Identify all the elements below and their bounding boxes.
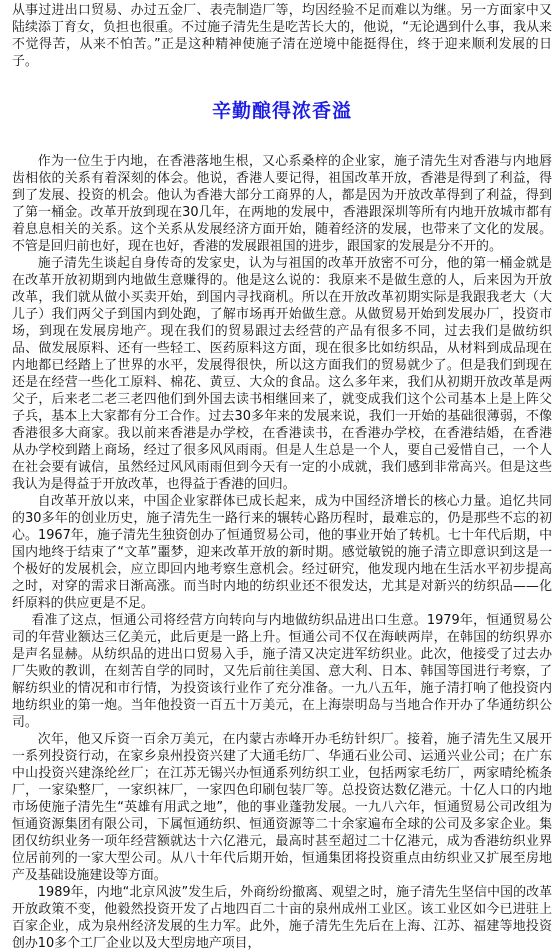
body-paragraph: 施子清先生谈起自身传奇的发家史，认为与祖国的改革开放密不可分，他的第一桶金就是在改革开放初期到内地做生意赚得的。他是这么说的：我原来不是做生意的人，后来因为开放改革，我们就从做小买卖开始，到国内寻找商机。所以在开放改革初期实际是我跟我老大（大儿子）我们两父子到国内到处跑，了解市场再开始做生意。从做贸易开始到发展办厂，投资市场，到现在发展房地产。现在我们的贸易跟过去经营的产品有很多不同，过去我们是做纺织品、做发展原料、还有一些轻工、医药原料这方面，现在很多比如纺织品，从材料到成品现在内地都已经踏上了世界的水平，发展得很快，所以这方面我们的贸易就少了。但是我们到现在还是在经营一些化工原料、棉花、黄豆、大众的食品。这么多年来，我们从初期开放改革是两父子，后来老二老三老四他们到外国去读书相继回来了，就变成我们这个公司基本上是上阵父子兵，基本上大家都有分工合作。过去30多年来的发展来说，我们一开始的基础很薄弱，不像香港很多大商家。我以前来香港是办学校，在香港读书，在香港办学校，在香港结婚，在香港从办学校到踏上商场，经过了很多风风雨雨。但是人生总是一个人，要自己爱惜自己，一个人在社会要有诚信，虽然经过风风雨雨但到今天有一定的小成就，我们感到非常高兴。但是这些我认为是得益于开放改革，也得益于香港的回归。 bbox=[12, 256, 552, 492]
body-paragraph: 作为一位生于内地，在香港落地生根，又心系桑梓的企业家，施子清先生对香港与内地唇齿相依的关系有着深刻的体会。他说，香港人要记得，祖国改革开放，香港是得到了利益，得到了发展、投资的机会。他认为香港大部分工商界的人，都是因为开放改革得到了利益，得到了第一桶金。改革开放到现在30几年，在两地的发展中，香港跟深圳等所有内地开放城市都有着息息相关的关系。这个关系从发展经济方面开始，随着经济的发展，也带来了文化的发展。不管是回归前也好，现在也好，香港的发展跟祖国的进步，跟国家的发展是分不开的。 bbox=[12, 154, 552, 254]
body-paragraph: 1989年，内地“北京风波”发生后，外商纷纷撤离、观望之时，施子清先生坚信中国的改革开放政策不变，他毅然投资开发了占地四百二十亩的泉州成州工业区。该工业区如今已进驻上百家企业，成为泉州经济发展的生力军。此外，施子清先生先后在上海、江苏、福建等地投资创办10多个工厂企业以及大型房地产项目， bbox=[12, 885, 552, 951]
body-paragraph: 自改革开放以来，中国企业家群体已成长起来，成为中国经济增长的核心力量。追忆共同的30多年的创业历史，施子清先生一路行来的辗转心路历程时，最难忘的，仍是那些不忘的初心。1967年，施子清先生独资创办了恒通贸易公司，他的事业开始了转机。七十年代后期，中国内地终于结束了“文革”噩梦，迎来改革开放的新时期。感觉敏锐的施子清立即意识到这是一个极好的发展机会，应立即回内地考察生意机会。经过研究，他发现内地在生活水平初步提高之时，对穿的需求日渐高涨。而当时内地的纺织业还不很发达，尤其是对新兴的纺织品——化纤原料的供应更是不足。 bbox=[12, 494, 552, 611]
intro-paragraph: 从事过进出口贸易、办过五金厂、表壳制造厂等，均因经验不足而难以为继。另一方面家中又陆续添丁育女，负担也很重。不过施子清先生是吃苦长大的，他说，“无论遇到什么事，我从来不觉得苦，从来不怕苦。”正是这种精神使施子清在逆境中能挺得住，终于迎来顺利发展的日子。 bbox=[12, 3, 552, 69]
section-title: 辛勤酿得浓香溢 bbox=[211, 100, 352, 122]
body-paragraph: 次年，他又斥资一百余万美元，在内蒙古赤峰开办毛纺针织厂。接着，施子清先生又展开一系列投资行动，在家乡泉州投资兴建了大通毛纺厂、华通石业公司、运通兴业公司；在广东中山投资兴建涤纶丝厂；在江苏无锡兴办恒通系列纺织工业，包括两家毛纺厂，两家晴纶梳条厂，一家染整厂，一家织袜厂，一家四色印刷包装厂等。总投资达数亿港元。十亿人口的内地市场使施子清先生“英雄有用武之地”，他的事业蓬勃发展。一九八六年，恒通贸易公司改组为恒通资源集团有限公司，下属恒通纺织、恒通资源等二十余家遍布全球的公司及多家企业。集团仅纺织业务一项年经营额就达十六亿港元，最高时甚至超过二十亿港元，成为香港纺织业界位居前列的一家大型公司。从八十年代后期开始，恒通集团将投资重点由纺织业又扩展至房地产及基础设施建设等方面。 bbox=[12, 732, 552, 883]
body-paragraph: 看准了这点，恒通公司将经营方向转向与内地做纺织品进出口生意。1979年，恒通贸易公司的年营业额达三亿美元，此后更是一路上升。恒通公司不仅在海峡两岸，在韩国的纺织界亦是声名显赫。从纺织品的进出口贸易入手，施子清又决定进军纺织业。此次，他接受了过去办厂失败的教训，在刻苦自学的同时，又先后前往美国、意大利、日本、韩国等国进行考察，了解纺织业的情况和市行情，为投资该行业作了充分准备。一九八五年，施子清打响了他投资内地纺织业的第一炮。当年他投资一百五十万美元，在上海崇明岛与当地合作开办了华通纺织公司。 bbox=[12, 613, 552, 730]
